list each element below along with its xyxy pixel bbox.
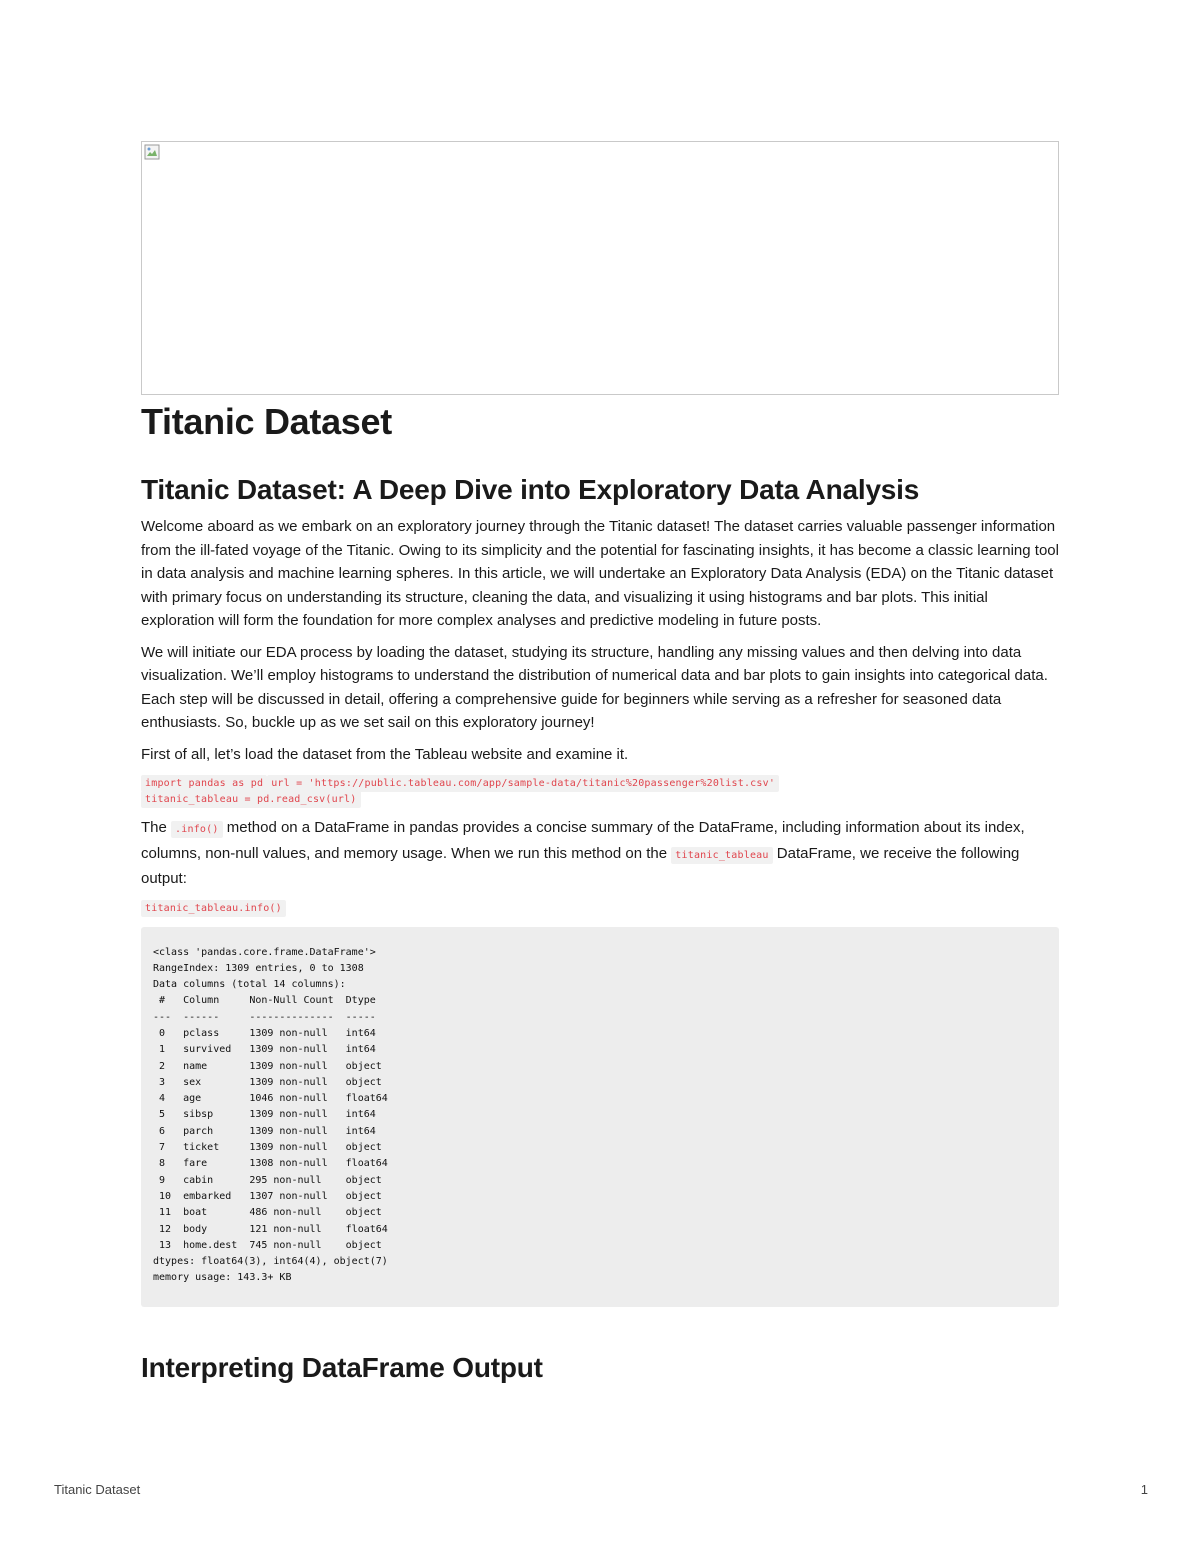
page-title: Titanic Dataset xyxy=(141,401,392,442)
header-image xyxy=(141,141,1059,395)
inline-code: titanic_tableau xyxy=(671,847,772,864)
info-code xyxy=(141,899,1059,915)
inline-code: titanic_tableau.info() xyxy=(141,900,286,917)
footer-title: Titanic Dataset xyxy=(54,1482,141,1497)
process-paragraph: We will initiate our EDA process by loading the dataset, studying its structure, handling any missing values and then delving into data visualization. We’ll employ histograms to understand the distribution of numerical data and bar plots to gain insights into categorical data. Each step will be discussed in detail, offering a comprehensive guide for beginners while serving as a refresher for seasoned data enthusiasts. So, buckle up as we set sail on this exploratory journey! xyxy=(141,643,1048,731)
load-code xyxy=(141,774,1059,806)
info-paragraph: The .info() method on a DataFrame in pandas provides a concise summary of the DataFrame, including information about its index, columns, non-null values, and memory usage. When we run this method on the titanic_tableau DataFrame, we receive the following output: xyxy=(141,819,1025,887)
info-output: <class 'pandas.core.frame.DataFrame'> RangeIndex: 1309 entries, 0 to 1308 Data columns (total 14 columns): # Column Non-Null Count Dtype --- ------ -------------- ----- 0 pclass 1309 non-null int64 1 survived 1309 non-null int64 2 name 1309 non-null object 3 sex 1309 non-null object 4 age 1046 non-null float64 5 sibsp 1309 non-null int64 6 parch 1309 non-null int64 7 ticket 1309 non-null object 8 fare 1308 non-null float64 9 cabin 295 non-null object 10 embarked 1307 non-null object 11 boat 486 non-null object 12 body 121 non-null float64 13 home.dest 745 non-null object dtypes: float64(3), int64(4), object(7) memory usage: 143.3+ KB xyxy=(153,946,388,1284)
article-heading: Titanic Dataset: A Deep Dive into Exploratory Data Analysis xyxy=(141,474,920,505)
broken-image-icon xyxy=(144,144,160,160)
code-output-block xyxy=(141,927,1059,1307)
inline-code: titanic_tableau = pd.read_csv(url) xyxy=(141,791,361,808)
inline-code: .info() xyxy=(171,821,223,838)
page-number: 1 xyxy=(1140,1482,1148,1497)
inline-code: import pandas as pd xyxy=(141,775,267,792)
load-paragraph: First of all, let’s load the dataset from the Tableau website and examine it. xyxy=(141,745,629,763)
inline-code: url = 'https://public.tableau.com/app/sample-data/titanic%20passenger%20list.csv' xyxy=(267,775,779,792)
intro-paragraph: Welcome aboard as we embark on an exploratory journey through the Titanic dataset! The dataset carries valuable passenger information from the ill-fated voyage of the Titanic. Owing to its simplicity and the potential for fascinating insights, it has become a classic learning tool in data analysis and machine learning spheres. In this article, we will undertake an Exploratory Data Analysis (EDA) on the Titanic dataset with primary focus on understanding its structure, cleaning the data, and visualizing it using histograms and bar plots. This initial exploration will form the foundation for more complex analyses and predictive modeling in future posts. xyxy=(141,518,1059,629)
document-body xyxy=(141,141,1059,1393)
interpreting-heading: Interpreting DataFrame Output xyxy=(141,1351,543,1383)
